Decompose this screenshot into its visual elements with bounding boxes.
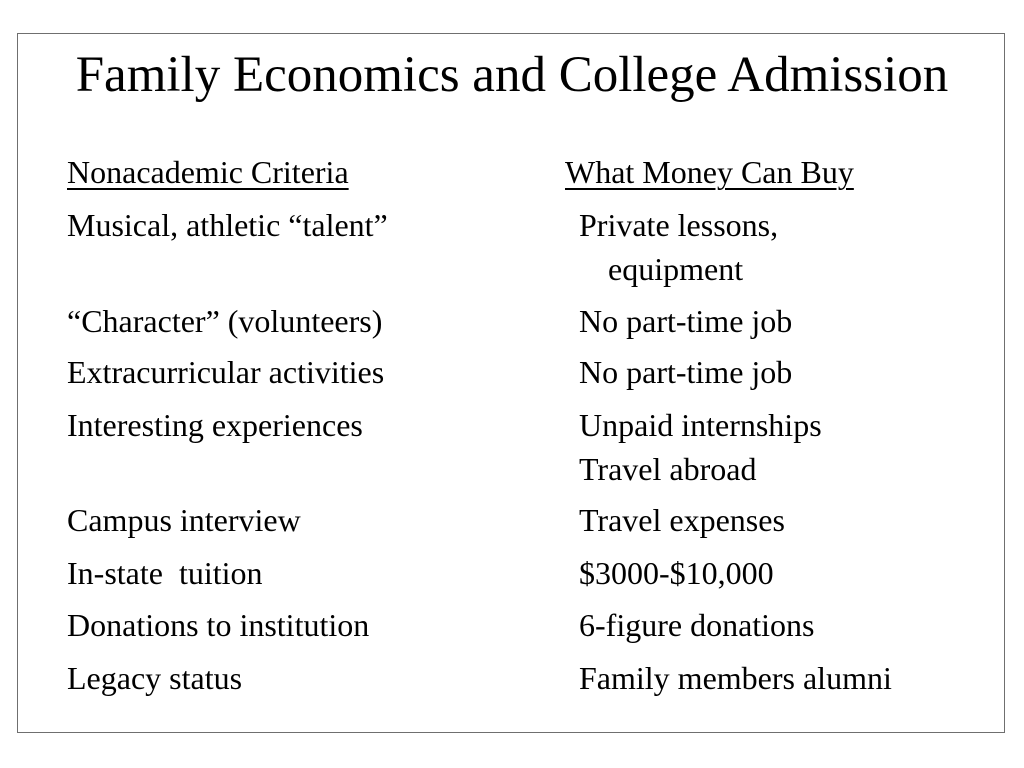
buys-line: Travel abroad [579,451,757,487]
column-header-what-money-can-buy: What Money Can Buy [565,154,854,190]
buys-line: Unpaid internships [579,407,822,443]
criterion-interesting-experiences: Interesting experiences [67,407,363,443]
buys-line: Family members alumni [579,660,892,696]
buys-line: Travel expenses [579,502,785,538]
criterion-character: “Character” (volunteers) [67,303,383,339]
column-header-nonacademic-criteria: Nonacademic Criteria [67,154,349,190]
criterion-musical-athletic-talent: Musical, athletic “talent” [67,207,388,243]
criterion-extracurricular-activities: Extracurricular activities [67,354,385,390]
criterion-donations-to-institution: Donations to institution [67,607,370,643]
buys-line: Private lessons, [579,207,779,243]
buys-line: 6-figure donations [579,607,815,643]
criterion-campus-interview: Campus interview [67,502,301,538]
slide-title: Family Economics and College Admission [75,47,949,103]
buys-line: $3000-$10,000 [579,555,774,591]
criterion-in-state-tuition: In-state tuition [67,555,263,591]
criterion-legacy-status: Legacy status [67,660,243,696]
buys-line: No part-time job [579,303,793,339]
buys-line: No part-time job [579,354,793,390]
buys-line: equipment [608,251,744,287]
